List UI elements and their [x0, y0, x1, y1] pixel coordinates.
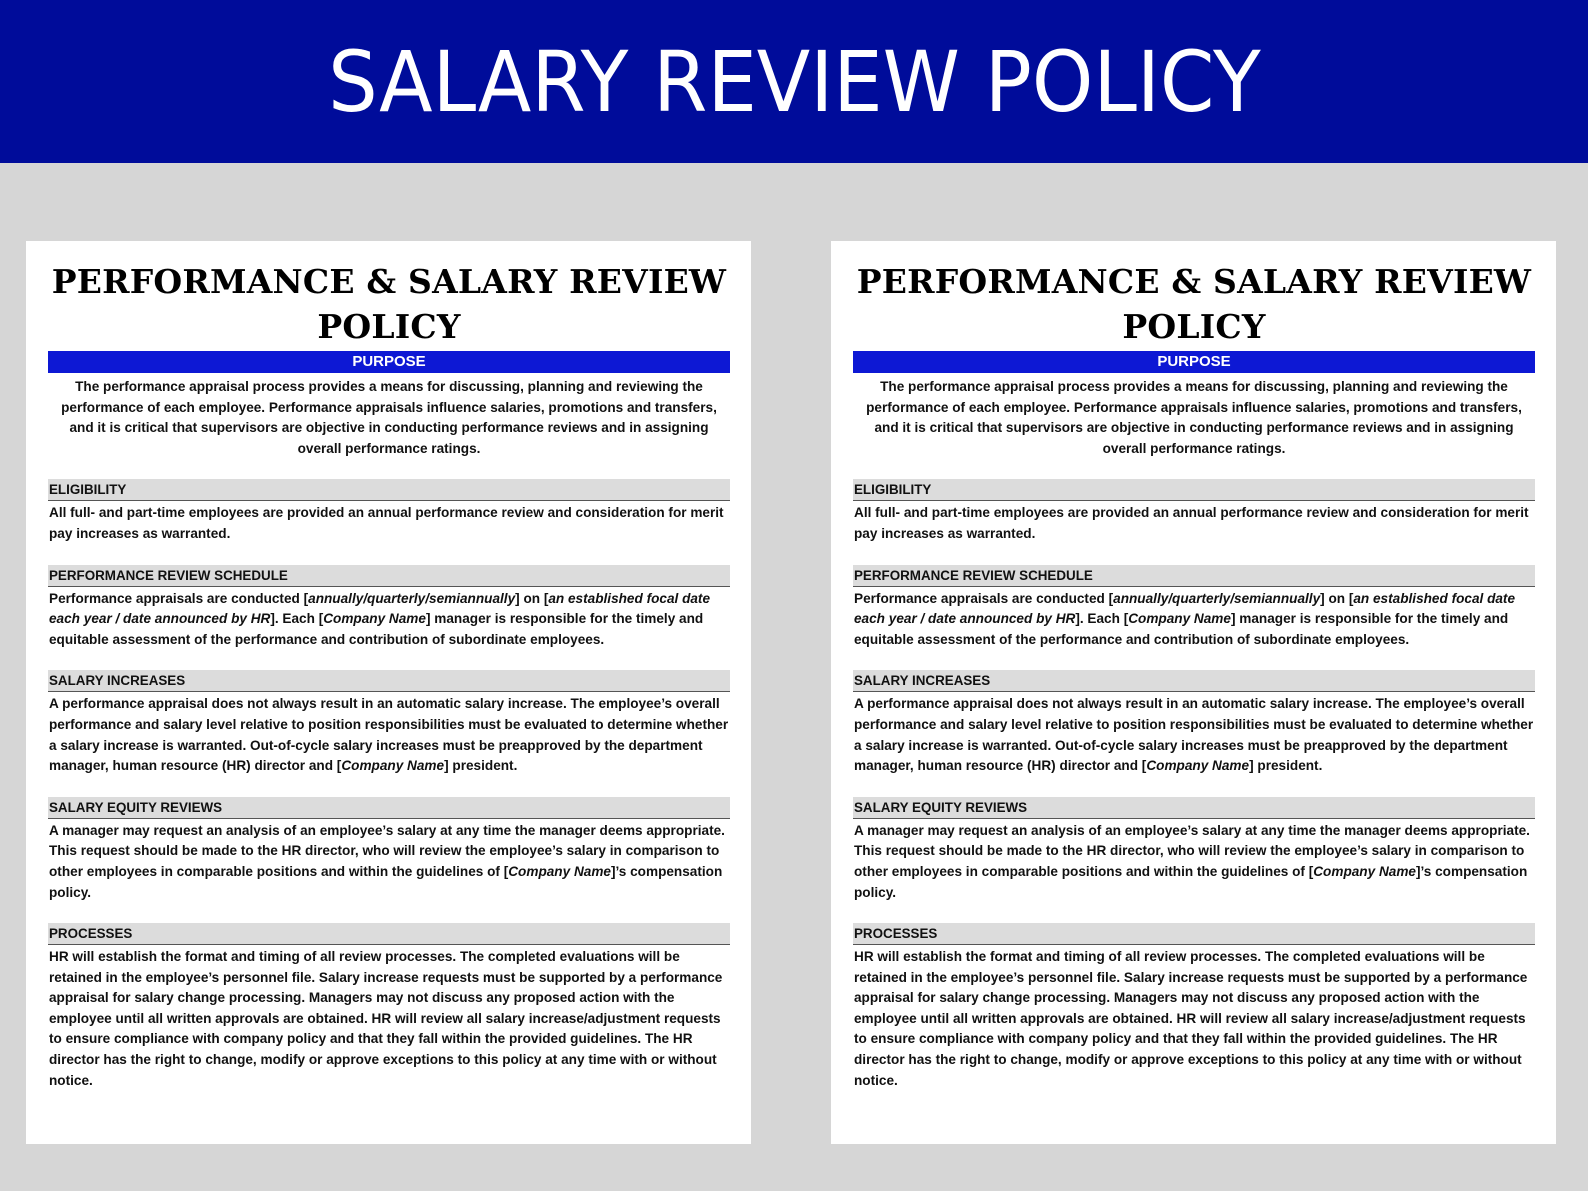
section-body	[48, 947, 730, 1091]
body-text: A manager may request an analysis of an employee’s salary at any time the manager deems appropriate. This request should be made to the HR director, who will review the employee’s salary in comparison to other employees in comparable positions and within the guidelines of [	[854, 822, 1530, 879]
section-eligibility	[48, 479, 730, 544]
placeholder-text: Company Name	[508, 863, 611, 879]
placeholder-text: an established focal date each year / date announced by HR	[854, 590, 1516, 627]
header-banner	[0, 0, 1588, 163]
body-text: Performance appraisals are conducted [	[49, 590, 309, 606]
body-text: A performance appraisal does not always result in an automatic salary increase. The employee’s overall performance and salary level relative to position responsibilities must be evaluated to determine whether a salary increase is warranted. Out-of-cycle salary increases must be preapproved by the department manager, human resource (HR) director and [	[49, 696, 729, 774]
document-page-left	[26, 241, 751, 1144]
section-heading: SALARY INCREASES	[853, 670, 1535, 692]
section-heading: ELIGIBILITY	[48, 479, 730, 501]
section-salary-equity-reviews	[48, 797, 730, 903]
policy-sections	[853, 479, 1535, 1091]
section-body	[853, 694, 1535, 776]
section-performance-review-schedule	[48, 565, 730, 651]
purpose-text: The performance appraisal process provides a means for discussing, planning and reviewing the performance of each employee. Performance appraisals influence salaries, promotions and transfers, and it is critical that supervisors are objective in conducting performance reviews and in assigning overall performance ratings.	[866, 379, 1522, 456]
section-body	[48, 589, 730, 651]
placeholder-text: Company Name	[323, 611, 426, 627]
body-text: All full- and part-time employees are provided an annual performance review and consideration for merit pay increases as warranted.	[854, 505, 1529, 541]
placeholder-text: Company Name	[1128, 611, 1231, 627]
body-text: HR will establish the format and timing of all review processes. The completed evaluations will be retained in the employee’s personnel file. Salary increase requests must be supported by a performance appraisal for salary change processing. Managers may not discuss any proposed action with the employee until all written approvals are obtained. HR will review all salary increase/adjustment requests to ensure compliance with company policy and that they fall within the provided guidelines. The HR director has the right to change, modify or approve exceptions to this policy at any time with or without notice.	[49, 949, 723, 1088]
placeholder-text: annually/quarterly/semiannually	[1113, 590, 1321, 606]
section-processes	[853, 923, 1535, 1091]
purpose-heading: PURPOSE	[48, 351, 730, 373]
document-page-right	[831, 241, 1556, 1144]
section-heading: PROCESSES	[48, 923, 730, 945]
purpose-text: The performance appraisal process provides a means for discussing, planning and reviewing the performance of each employee. Performance appraisals influence salaries, promotions and transfers, and it is critical that supervisors are objective in conducting performance reviews and in assigning overall performance ratings.	[61, 379, 717, 456]
body-text: ]’s compensation policy.	[854, 863, 1528, 900]
section-heading: PROCESSES	[853, 923, 1535, 945]
body-text: HR will establish the format and timing of all review processes. The completed evaluations will be retained in the employee’s personnel file. Salary increase requests must be supported by a performance appraisal for salary change processing. Managers may not discuss any proposed action with the employee until all written approvals are obtained. HR will review all salary increase/adjustment requests to ensure compliance with company policy and that they fall within the provided guidelines. The HR director has the right to change, modify or approve exceptions to this policy at any time with or without notice.	[854, 949, 1528, 1088]
section-body	[48, 503, 730, 544]
body-text: ] manager is responsible for the timely and equitable assessment of the performance and contribution of subordinate employees.	[49, 611, 704, 647]
body-text: All full- and part-time employees are provided an annual performance review and consideration for merit pay increases as warranted.	[49, 505, 724, 541]
section-body	[48, 821, 730, 903]
body-text: ] manager is responsible for the timely and equitable assessment of the performance and contribution of subordinate employees.	[854, 611, 1509, 647]
placeholder-text: Company Name	[1146, 758, 1250, 774]
body-text: ]’s compensation policy.	[49, 863, 723, 900]
body-text: A manager may request an analysis of an employee’s salary at any time the manager deems appropriate. This request should be made to the HR director, who will review the employee’s salary in comparison to other employees in comparable positions and within the guidelines of [	[49, 822, 725, 879]
body-text: ] on [	[515, 590, 549, 606]
section-heading: SALARY EQUITY REVIEWS	[853, 797, 1535, 819]
section-processes	[48, 923, 730, 1091]
section-performance-review-schedule	[853, 565, 1535, 651]
section-heading: SALARY INCREASES	[48, 670, 730, 692]
section-heading: PERFORMANCE REVIEW SCHEDULE	[48, 565, 730, 587]
section-salary-increases	[853, 670, 1535, 776]
body-text: ] on [	[1320, 590, 1354, 606]
section-body	[48, 694, 730, 776]
section-body	[853, 821, 1535, 903]
body-text: ]. Each [	[1075, 611, 1129, 627]
policy-sections	[48, 479, 730, 1091]
banner-title: SALARY REVIEW POLICY	[327, 32, 1261, 131]
placeholder-text: an established focal date each year / date announced by HR	[49, 590, 711, 627]
section-body	[853, 503, 1535, 544]
document-title: PERFORMANCE & SALARY REVIEW POLICY	[856, 262, 1532, 346]
section-body	[853, 947, 1535, 1091]
body-text: A performance appraisal does not always result in an automatic salary increase. The employee’s overall performance and salary level relative to position responsibilities must be evaluated to determine whether a salary increase is warranted. Out-of-cycle salary increases must be preapproved by the department manager, human resource (HR) director and [	[854, 696, 1534, 774]
section-heading: PERFORMANCE REVIEW SCHEDULE	[853, 565, 1535, 587]
placeholder-text: Company Name	[341, 758, 445, 774]
section-salary-increases	[48, 670, 730, 776]
section-heading: SALARY EQUITY REVIEWS	[48, 797, 730, 819]
purpose-heading: PURPOSE	[853, 351, 1535, 373]
body-text: Performance appraisals are conducted [	[854, 590, 1114, 606]
placeholder-text: Company Name	[1313, 863, 1416, 879]
section-eligibility	[853, 479, 1535, 544]
body-text: ] president.	[1249, 758, 1323, 774]
body-text: ]. Each [	[270, 611, 324, 627]
placeholder-text: annually/quarterly/semiannually	[308, 590, 516, 606]
section-body	[853, 589, 1535, 651]
section-heading: ELIGIBILITY	[853, 479, 1535, 501]
section-salary-equity-reviews	[853, 797, 1535, 903]
body-text: ] president.	[444, 758, 518, 774]
document-title: PERFORMANCE & SALARY REVIEW POLICY	[51, 262, 727, 346]
